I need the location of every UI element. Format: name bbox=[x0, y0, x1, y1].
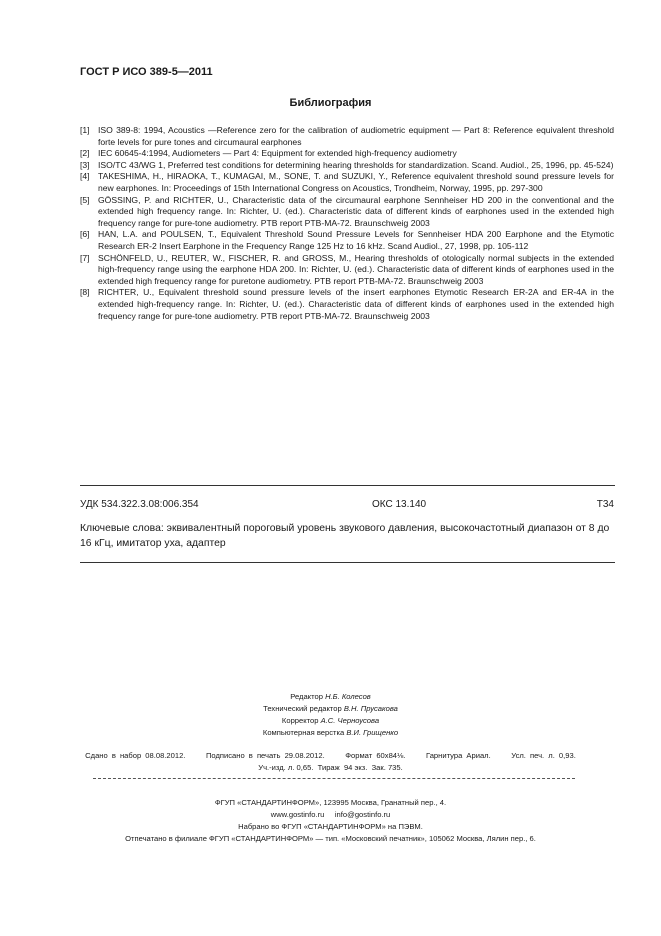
reference-text: SCHÖNFELD, U., REUTER, W., FISCHER, R. and GROSS, M., Hearing thresholds of otologically normal subjects in the extended high-frequency range using the earphone HDA 200. In: Richter, U. (ed.). Characteristic data of different kinds of earphones used in the extended high frequency range for puretone audiometry. PTB report PTB-MA-72. Braunschweig 2003 bbox=[98, 252, 614, 286]
credit-line bbox=[0, 715, 661, 727]
credit-name: А.С. Черноусова bbox=[320, 716, 380, 725]
reference-number: [4] bbox=[80, 171, 90, 182]
reference-number: [6] bbox=[80, 229, 90, 240]
print-details-line-2: Уч.-изд. л. 0,65. Тираж 94 экз. Зак. 735. bbox=[258, 763, 403, 772]
bibliography-list bbox=[80, 125, 614, 322]
reference-number: [8] bbox=[80, 287, 90, 298]
reference-item bbox=[80, 171, 614, 194]
reference-item bbox=[80, 125, 614, 148]
reference-number: [5] bbox=[80, 194, 90, 205]
publisher-line: ФГУП «СТАНДАРТИНФОРМ», 123995 Москва, Гранатный пер., 4. bbox=[214, 798, 447, 807]
publisher-line: Набрано во ФГУП «СТАНДАРТИНФОРМ» на ПЭВМ. bbox=[238, 822, 423, 831]
reference-item bbox=[80, 148, 614, 160]
reference-text: RICHTER, U., Equivalent threshold sound pressure levels of the insert earphones Etymotic Research ER-2A and ER-4A in the extended high-frequency range. In: Richter, U. (ed.). Characteristic data of different kinds of earphones used in the extended high frequency range for pure-tone audiometry. PTB report PTB-MA-72. Braunschweig 2003 bbox=[98, 287, 614, 321]
reference-item bbox=[80, 253, 614, 288]
reference-number: [2] bbox=[80, 148, 90, 159]
reference-text: TAKESHIMA, H., HIRAOKA, T., KUMAGAI, M., SONE, T. and SUZUKI, Y., Reference equivalent threshold sound pressure levels for new earphones. In: Proceedings of 15th International Congress on Acoustics, Trondheim, Norway, 1995, pp. 297-300 bbox=[98, 171, 614, 193]
publisher-block bbox=[0, 797, 661, 845]
publisher-line: Отпечатано в филиале ФГУП «СТАНДАРТИНФОРМ» — тип. «Московский печатник», 105062 Москва, Лялин пер., 6. bbox=[125, 834, 536, 843]
credit-line bbox=[0, 727, 661, 739]
reference-item bbox=[80, 287, 614, 322]
credit-name: Н.Б. Колесов bbox=[325, 692, 371, 701]
oks-code: ОКС 13.140 bbox=[372, 499, 427, 510]
page-title: Библиография bbox=[289, 97, 372, 109]
credit-name: В.Н. Прусакова bbox=[343, 704, 398, 713]
reference-number: [3] bbox=[80, 159, 90, 170]
reference-text: ISO/TC 43/WG 1, Preferred test conditions for determining hearing thresholds for standardization. Scand. Audiol., 25, 1996, pp. 45-524) bbox=[98, 159, 614, 170]
credit-role: Технический редактор bbox=[263, 704, 342, 713]
reference-item bbox=[80, 195, 614, 230]
credit-line bbox=[0, 703, 661, 715]
document-header: ГОСТ Р ИСО 389-5—2011 bbox=[80, 66, 213, 78]
udk-code: УДК 534.322.3.08:006.354 bbox=[80, 499, 199, 510]
credit-role: Корректор bbox=[281, 716, 319, 725]
credits-block bbox=[0, 691, 661, 739]
reference-text: GÖSSING, P. and RICHTER, U., Characteristic data of the circumaural earphone Sennheiser HD 200 in the conventional and the extended high frequency range. In: Richter, U. (ed.). Characteristic data of different kinds of earphones used in the extended high frequency range for pure-tone audiometry. PTB report PTB-MA-72. Braunschweig 2003 bbox=[98, 194, 614, 228]
credit-role: Компьютерная верстка bbox=[262, 728, 345, 737]
credit-role: Редактор bbox=[290, 692, 323, 701]
credit-line bbox=[0, 691, 661, 703]
reference-text: HAN, L.A. and POULSEN, T., Equivalent Threshold Sound Pressure Levels for Sennheiser HDA 200 Earphone and the Etymotic Research ER-2 Insert Earphone in the Frequency Range 125 Hz to 16 kHz. Scand Audiol., 27, 1998, pp. 105-112 bbox=[98, 229, 614, 251]
print-details-line: Сдано в набор 08.08.2012. Подписано в печать 29.08.2012. Формат 60x84⅛. Гарнитура Ариал. Усл. печ. л. 0,93. bbox=[85, 751, 576, 760]
classification-code: Т34 bbox=[596, 499, 614, 510]
reference-item bbox=[80, 160, 614, 172]
dashed-divider bbox=[93, 778, 575, 779]
reference-item bbox=[80, 229, 614, 252]
reference-text: IEC 60645-4:1994, Audiometers — Part 4: Equipment for extended high-frequency audiometry bbox=[98, 148, 457, 159]
top-rule-divider bbox=[80, 485, 615, 486]
credit-name: В.И. Грищенко bbox=[346, 728, 399, 737]
keywords-text: Ключевые слова: эквивалентный пороговый уровень звукового давления, высокочастотный диапазон от 8 до 16 кГц, имитатор уха, адаптер bbox=[80, 523, 610, 549]
reference-number: [1] bbox=[80, 125, 90, 135]
publisher-contacts: www.gostinfo.ru info@gostinfo.ru bbox=[270, 810, 391, 819]
bottom-rule-divider bbox=[80, 562, 615, 563]
reference-number: [7] bbox=[80, 252, 90, 263]
reference-text: ISO 389-8: 1994, Acoustics —Reference zero for the calibration of audiometric equipment — Part 8: Reference equivalent threshold forte levels for pure tones and circumaural earphones bbox=[98, 125, 614, 147]
